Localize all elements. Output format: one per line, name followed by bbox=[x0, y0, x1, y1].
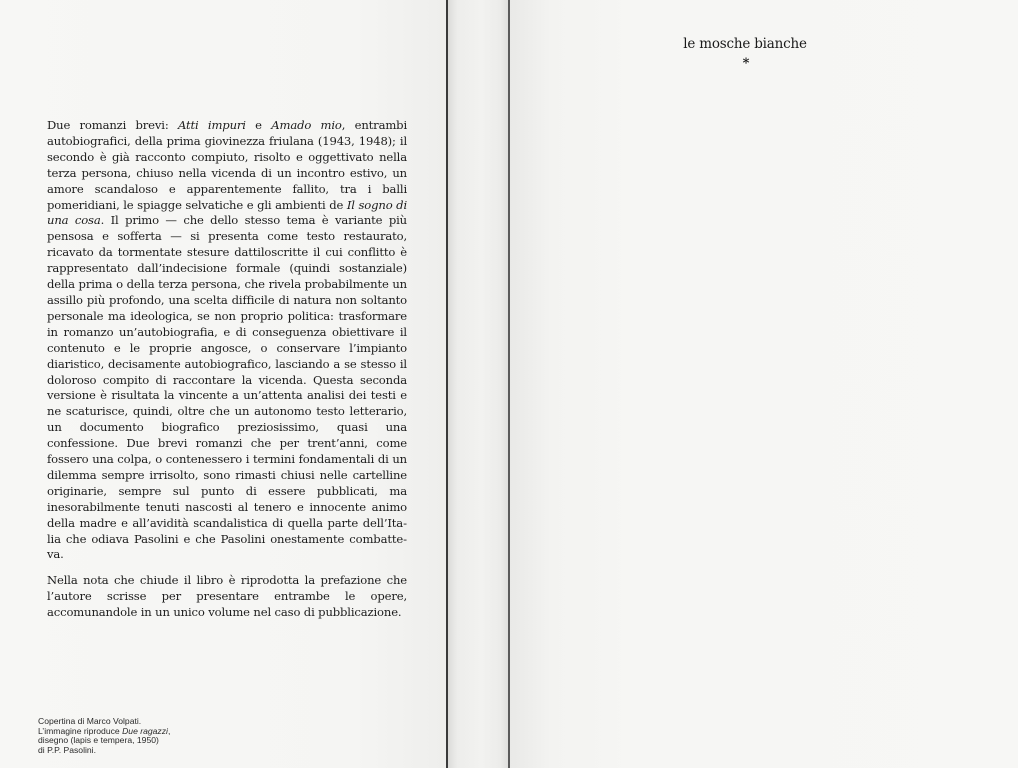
left-page bbox=[0, 0, 446, 768]
book-title-italic: Il sogno di una cosa bbox=[47, 197, 408, 228]
blurb-segment: Due romanzi brevi: bbox=[47, 118, 178, 132]
cover-credits bbox=[38, 717, 170, 755]
blurb-segment: , entrambi autobiografici, della prima giovinezza friulana (1943, 1948); il secondo è già racconto compiuto, risolto e oggettivato nella terza persona, chiuso nella vicenda di un incontro estivo, un amore scandaloso e apparentemente fallito, tra i balli pomeridiani, le spiagge selvatiche e gli ambienti de bbox=[47, 118, 408, 212]
credits-line-author: di P.P. Pasolini. bbox=[38, 744, 96, 755]
series-title: le mosche bianche bbox=[683, 36, 807, 52]
gutter-fold-line-left bbox=[446, 0, 448, 768]
credits-line-designer: Copertina di Marco Volpati. bbox=[38, 716, 142, 726]
blurb-paragraph-2 bbox=[47, 573, 407, 621]
credits-image-prefix: L’immagine riproduce bbox=[38, 725, 123, 736]
right-page bbox=[510, 0, 1018, 768]
blurb-segment: e bbox=[245, 118, 272, 132]
credits-image-title: Due ragazzi bbox=[122, 725, 168, 736]
blurb-segment: . Il primo — che dello stesso tema è variante più pensosa e sofferta — si presenta come testo restaurato, ricavato da tormentate stesure dattiloscritte il cui conflitto è rappresentato dall’indecisione formale (quindi sostanziale) della prima o della terza persona, che rivela probabilmente un assillo più profondo, una scelta difficile di natura non soltanto personale ma ideologica, se non proprio politica: trasformare in romanzo un’autobiografia, e di conseguenza obiettivare il contenuto e le proprie angosce, o conservare l’impianto diaristico, decisamente autobiografico, lasciando a se stesso il doloroso compito di raccontare la vicenda. Questa seconda versione è risultata la vincente a un’attenta analisi dei testi e ne scaturisce, quindi, oltre che un autonomo testo letterario, un documento biografico preziosissimo, quasi una confessione. Due brevi romanzi che per trent’anni, come fossero una colpa, o contenessero i termini fondamentali di un dilemma sempre irrisolto, sono rimasti chiusi nelle cartelline originarie, sempre sul punto di essere pubblicati, ma inesorabilmente tenuti nascosti al tenero e innocente animo della madre e all’avidità scandalistica di quella parte dell’Italia che odiava Pasolini e che Pasolini onestamente combatteva. bbox=[47, 213, 408, 562]
credits-image-suffix: , bbox=[167, 725, 171, 736]
book-title-italic: Amado mio bbox=[271, 118, 342, 132]
blurb-text bbox=[47, 118, 407, 631]
book-spine-gutter bbox=[446, 0, 510, 768]
blurb-paragraph-1 bbox=[47, 118, 407, 563]
blurb-segment: Nella nota che chiude il libro è riprodotta la prefazione che l’autore scrisse per presentare entrambe le opere, accomunandole in un unico volume nel caso di pubblicazione. bbox=[47, 573, 407, 620]
book-title-italic: Atti impuri bbox=[177, 118, 246, 132]
credits-line-technique: disegno (lapis e tempera, 1950) bbox=[38, 735, 159, 746]
series-asterisk-icon: * bbox=[742, 56, 750, 71]
show-through-text bbox=[632, 40, 641, 82]
